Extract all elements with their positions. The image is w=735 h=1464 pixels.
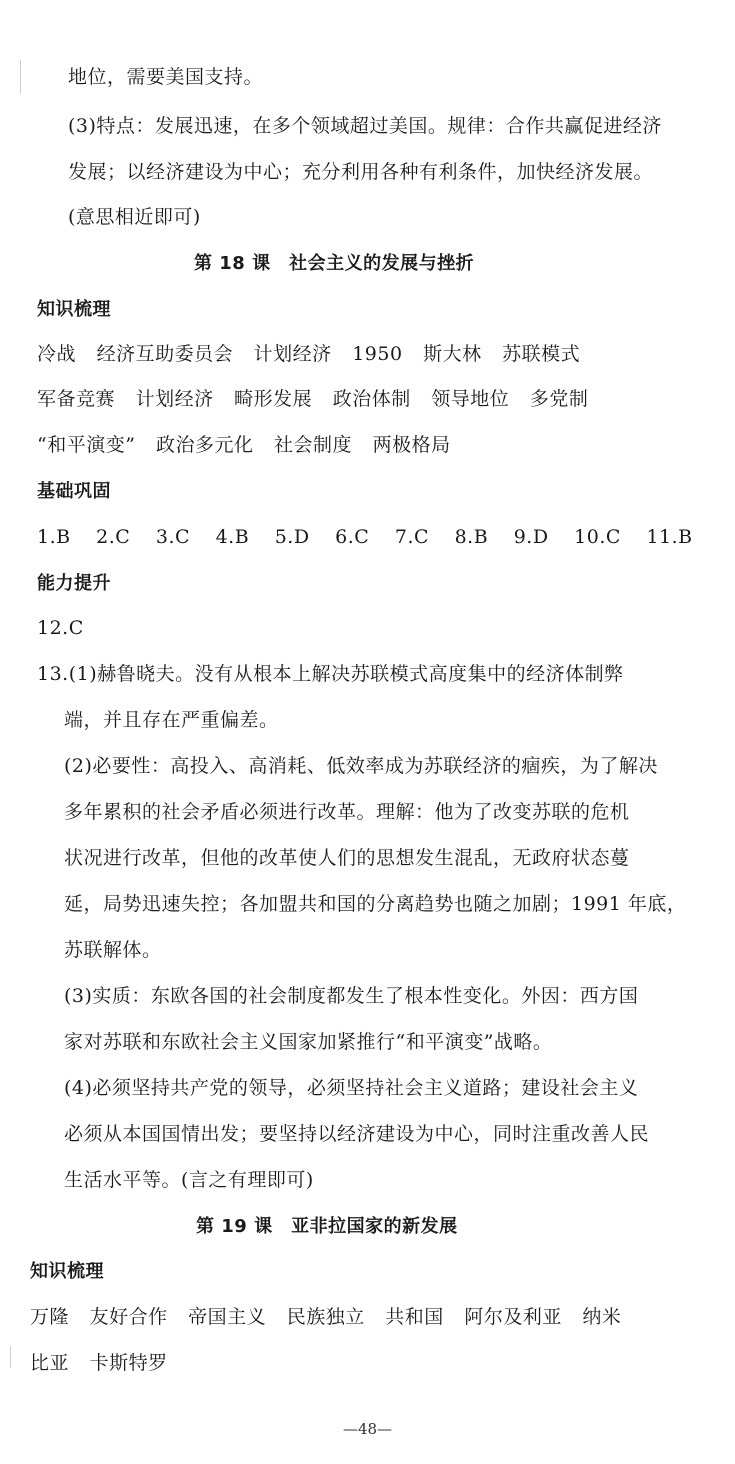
terms-row [37, 341, 580, 367]
term: 两极格局 [372, 434, 451, 456]
answers-row [37, 524, 693, 550]
answer: 2.C [96, 526, 131, 548]
q13-line: 生活水平等。(言之有理即可) [64, 1169, 314, 1191]
term: 政治体制 [332, 388, 411, 410]
q13-line: (4)必须坚持共产党的领导，必须坚持社会主义道路；建设社会主义 [64, 1077, 639, 1099]
term: 万隆 [30, 1306, 70, 1328]
section-heading-nengli: 能力提升 [37, 573, 111, 594]
answer-12: 12.C [37, 617, 84, 639]
term: 经济互助委员会 [96, 343, 234, 365]
lesson-18-title: 第 18 课 社会主义的发展与挫折 [194, 253, 475, 274]
answer: 5.D [274, 526, 310, 548]
term: 友好合作 [89, 1306, 168, 1328]
term: 苏联模式 [502, 343, 581, 365]
text-line: 地位，需要美国支持。 [68, 66, 264, 88]
term: 斯大林 [423, 343, 482, 365]
term: 冷战 [37, 343, 77, 365]
q13-line: (3)实质：东欧各国的社会制度都发生了根本性变化。外因：西方国 [64, 985, 639, 1007]
terms-row [37, 386, 588, 412]
term: 民族独立 [286, 1306, 365, 1328]
answer: 10.C [574, 526, 621, 548]
answer: 4.B [215, 526, 250, 548]
section-heading-zhishi: 知识梳理 [37, 299, 111, 320]
answer: 8.B [454, 526, 489, 548]
scan-edge-mark-bottom [10, 1346, 11, 1368]
answer: 9.D [513, 526, 549, 548]
text-line: 发展；以经济建设为中心；充分利用各种有利条件，加快经济发展。 [68, 161, 654, 183]
term: 多党制 [529, 388, 589, 410]
q13-line: 状况进行改革，但他的改革使人们的思想发生混乱，无政府状态蔓 [64, 847, 630, 869]
term: “和平演变” [37, 434, 136, 456]
q13-line: 家对苏联和东欧社会主义国家加紧推行“和平演变”战略。 [64, 1031, 553, 1053]
scan-edge-mark-top [20, 60, 21, 94]
answer: 3.C [155, 526, 191, 548]
page-number: —48— [342, 1420, 393, 1438]
term: 阿尔及利亚 [464, 1306, 562, 1328]
answer: 1.B [37, 526, 71, 548]
term: 卡斯特罗 [89, 1352, 168, 1374]
term: 计划经济 [135, 388, 214, 410]
q13-line: 多年累积的社会矛盾必须进行改革。理解：他为了改变苏联的危机 [64, 801, 630, 823]
section-heading-jichu: 基础巩固 [37, 481, 111, 502]
q13-line: 苏联解体。 [64, 939, 162, 961]
term: 纳米 [582, 1306, 622, 1328]
answer: 11.B [646, 526, 693, 548]
term: 1950 [352, 343, 403, 365]
term: 领导地位 [431, 388, 510, 410]
q13-line: 13.(1)赫鲁晓夫。没有从根本上解决苏联模式高度集中的经济体制弊 [37, 663, 624, 685]
lesson-19-title: 第 19 课 亚非拉国家的新发展 [196, 1216, 458, 1237]
answer: 6.C [335, 526, 370, 548]
term: 帝国主义 [188, 1306, 267, 1328]
term: 比亚 [30, 1352, 70, 1374]
term: 政治多元化 [155, 434, 254, 456]
term: 畸形发展 [234, 388, 313, 410]
text-line: (3)特点：发展迅速，在多个领域超过美国。规律：合作共赢促进经济 [68, 115, 662, 137]
section-heading-zhishi: 知识梳理 [30, 1261, 104, 1282]
term: 军备竞赛 [37, 388, 116, 410]
terms-row [30, 1304, 621, 1330]
q13-line: 端，并且存在严重偏差。 [64, 709, 279, 731]
answer: 7.C [394, 526, 430, 548]
term: 社会制度 [274, 434, 353, 456]
q13-line: 必须从本国国情出发；要坚持以经济建设为中心，同时注重改善人民 [64, 1123, 650, 1145]
term: 计划经济 [253, 343, 332, 365]
text-line: (意思相近即可) [68, 206, 201, 228]
q13-line: 延，局势迅速失控；各加盟共和国的分离趋势也随之加剧；1991 年底， [64, 893, 687, 915]
terms-row [37, 432, 451, 458]
term: 共和国 [385, 1306, 444, 1328]
q13-line: (2)必要性：高投入、高消耗、低效率成为苏联经济的痼疾，为了解决 [64, 755, 658, 777]
terms-row [30, 1350, 168, 1376]
